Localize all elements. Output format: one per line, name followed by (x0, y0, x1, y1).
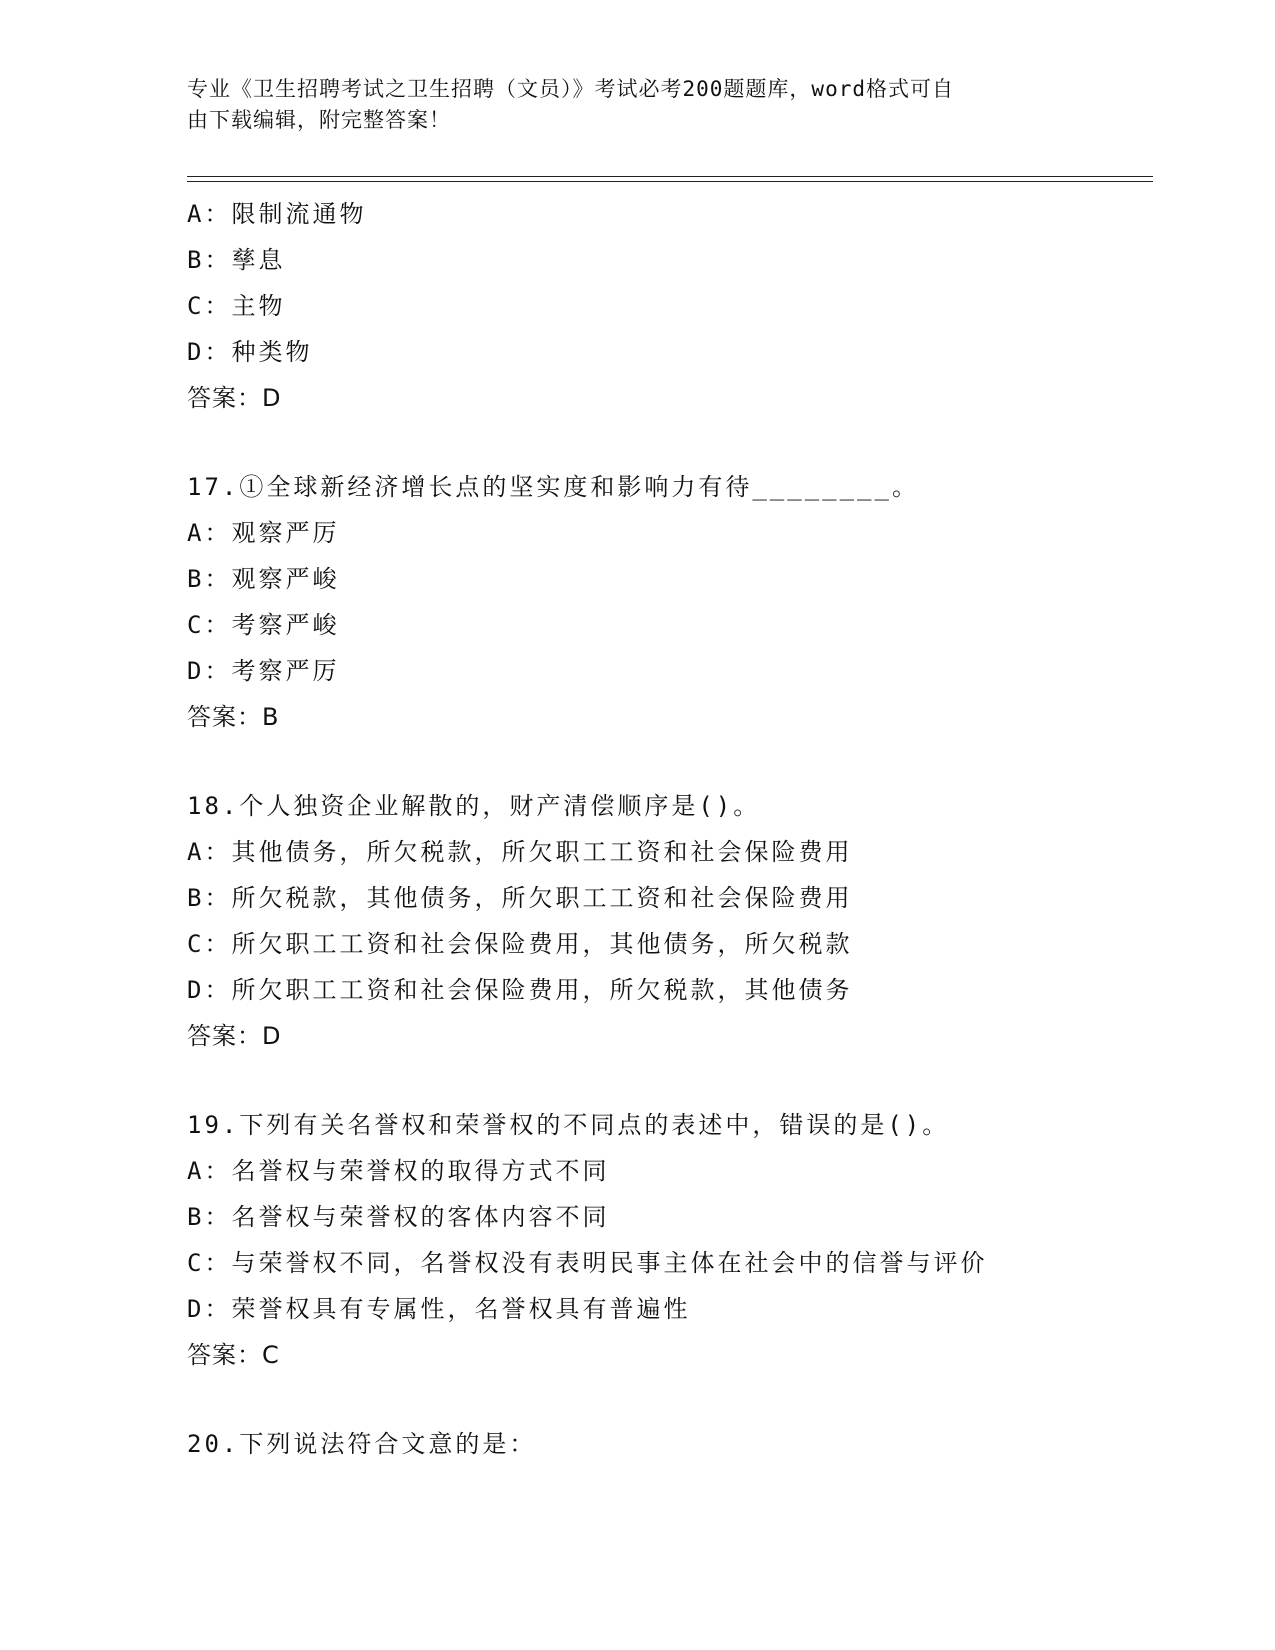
answer-line: 答案：B (187, 703, 280, 731)
option-b: B：所欠税款，其他债务，所欠职工工资和社会保险费用 (187, 884, 853, 912)
option-b: B：孳息 (187, 246, 286, 274)
option-c: C：所欠职工工资和社会保险费用，其他债务，所欠税款 (187, 930, 853, 958)
question-list (187, 191, 1153, 1467)
question-16-continuation (187, 191, 1153, 421)
question-18 (187, 783, 1153, 1059)
option-a: A：观察严厉 (187, 519, 340, 547)
option-a: A：其他债务，所欠税款，所欠职工工资和社会保险费用 (187, 838, 853, 866)
option-d: D：考察严厉 (187, 657, 340, 685)
option-c: C：主物 (187, 292, 286, 320)
question-17 (187, 464, 1153, 740)
header-line-2: 由下载编辑，附完整答案！ (187, 108, 451, 132)
question-20 (187, 1421, 1153, 1467)
answer-line: 答案：C (187, 1341, 280, 1369)
question-19 (187, 1102, 1153, 1378)
option-b: B：名誉权与荣誉权的客体内容不同 (187, 1203, 610, 1231)
question-stem: 18.个人独资企业解散的，财产清偿顺序是()。 (187, 792, 761, 820)
option-c: C：考察严峻 (187, 611, 340, 639)
option-d: D：所欠职工工资和社会保险费用，所欠税款，其他债务 (187, 976, 853, 1004)
option-d: D：荣誉权具有专属性，名誉权具有普遍性 (187, 1295, 691, 1323)
header-divider-top (187, 176, 1153, 177)
question-stem: 20.下列说法符合文意的是： (187, 1430, 537, 1458)
option-c: C：与荣誉权不同，名誉权没有表明民事主体在社会中的信誉与评价 (187, 1249, 988, 1277)
option-a: A：限制流通物 (187, 200, 367, 228)
header-divider-bottom (187, 181, 1153, 182)
header-line-1: 专业《卫生招聘考试之卫生招聘（文员）》考试必考200题题库，word格式可自 (187, 77, 954, 101)
option-b: B：观察严峻 (187, 565, 340, 593)
question-stem: 17.①全球新经济增长点的坚实度和影响力有待________。 (187, 473, 919, 501)
option-d: D：种类物 (187, 338, 313, 366)
document-header (187, 74, 1087, 136)
answer-line: 答案：D (187, 384, 282, 412)
question-stem: 19.下列有关名誉权和荣誉权的不同点的表述中，错误的是()。 (187, 1111, 950, 1139)
option-a: A：名誉权与荣誉权的取得方式不同 (187, 1157, 610, 1185)
answer-line: 答案：D (187, 1022, 282, 1050)
